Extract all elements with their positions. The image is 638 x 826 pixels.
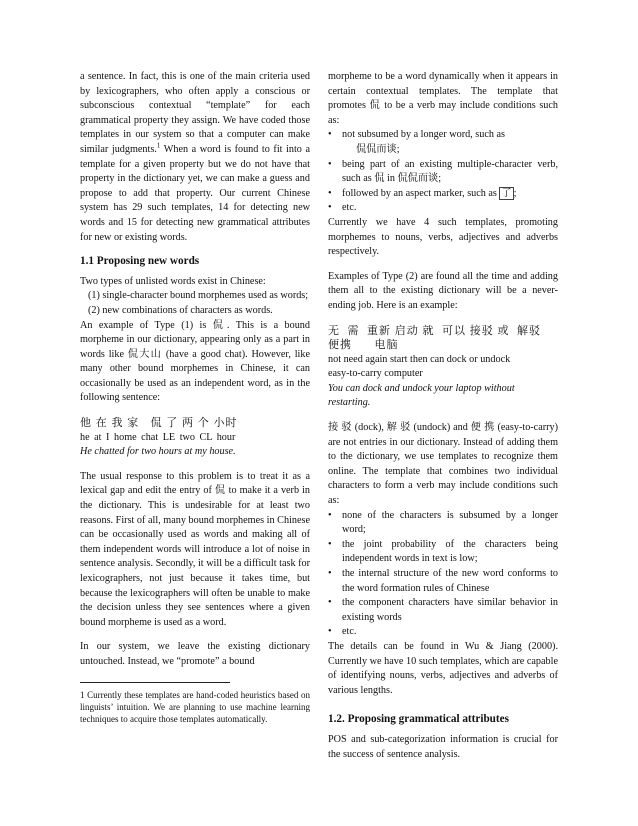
- text: none of the characters is subsumed by a longer word;: [342, 509, 558, 536]
- example-translation: You can dock and undock your laptop without restarting.: [328, 382, 515, 409]
- left-column: [80, 70, 310, 726]
- right-column: [328, 70, 558, 762]
- list-item: (1) single-character bound morphemes used as words;: [88, 290, 309, 302]
- paragraph: 接 驳 (dock), 解 驳 (undock) and 便 携 (easy-to-carry) are not entries in our dictionary. Instead of adding them to the dictionary, we use templates to recognize them online. The template that combines two individual characters to form a verb may include conditions such as:: [328, 422, 558, 507]
- text: followed by an aspect marker, such as: [342, 187, 500, 199]
- paragraph: [80, 70, 310, 245]
- paragraph: Examples of Type (2) are found all the time and adding them all to the existing dictionary will be a never-ending job. Here is an example:: [328, 270, 558, 311]
- list-item: [328, 567, 558, 596]
- example-chinese: 无 需 重新 启动 就 可以 接驳 或 解驳 便携 电脑: [328, 324, 553, 352]
- example-translation: He chatted for two hours at my house.: [80, 446, 236, 458]
- paragraph: In our system, we leave the existing dictionary untouched. Instead, we “promote” a bound: [80, 641, 310, 667]
- numbered-list: [80, 289, 310, 318]
- bullet-icon: •: [328, 597, 332, 609]
- paragraph: An example of Type (1) is 侃. This is a bound morpheme in our dictionary, appearing only as a part in words like 侃大山 (have a good chat). However, like many other bound morphemes in Chinese, it can occasionally be used as an independent word, as in the following sentence:: [80, 319, 310, 404]
- footnote: 1 Currently these templates are hand-coded heuristics based on linguists’ intuition. We are planning to use machine learning techniques to acquire those templates automatically.: [80, 689, 310, 725]
- bullet-icon: •: [328, 509, 332, 521]
- example-gloss: not need again start then can dock or undock: [328, 353, 511, 365]
- footnote-marker: 1: [156, 141, 161, 150]
- section-heading: 1.2. Proposing grammatical attributes: [328, 713, 509, 726]
- text: the component characters have similar behavior in existing words: [342, 597, 558, 623]
- list-item: (2) new combinations of characters as words.: [88, 304, 273, 316]
- list-item: [328, 596, 558, 625]
- bullet-icon: •: [328, 626, 332, 638]
- text: the joint probability of the characters being independent words in text is low;: [342, 538, 558, 565]
- text: being part of an existing multiple-character verb, such as 侃 in 侃侃而谈;: [342, 158, 558, 185]
- bullet-icon: •: [328, 187, 332, 199]
- text: not subsumed by a longer word, such as: [342, 129, 505, 141]
- section-heading: 1.1 Proposing new words: [80, 255, 200, 268]
- footnote-rule: [80, 682, 230, 683]
- text: etc.: [342, 202, 357, 214]
- paragraph: The usual response to this problem is to treat it as a lexical gap and edit the entry of 侃 to make it a verb in the dictionary. This is undesirable for at least two reasons. First of all, many bound morphemes in Chinese can be occasionally used as words and making all of them independent words will introduce a lot of noise in sentence analysis. Secondly, it will be a difficult task for lexicographers, not just because it takes time, but because the lexicographers will often be unable to make the decision unless they see sentences where a given bound morpheme is used as a word.: [80, 470, 310, 628]
- bullet-icon: •: [328, 202, 332, 214]
- text: ;: [513, 187, 517, 199]
- text: When a word is found to fit into a template for a given property but we do not have that property in the dictionary yet, we can make a guess and propose to add that property. Our current Chinese system has 29 such templates, 14 for detecting new words and 15 for detecting new grammatical attributes for new or existing words.: [80, 143, 310, 243]
- list-item: [328, 128, 558, 157]
- paragraph: Two types of unlisted words exist in Chinese:: [80, 275, 266, 287]
- text: 侃侃而谈;: [356, 143, 400, 155]
- list-item: [328, 158, 558, 187]
- bullet-icon: •: [328, 158, 332, 170]
- bullet-icon: •: [328, 129, 332, 141]
- list-item: [328, 625, 558, 640]
- text: the internal structure of the new word conforms to the word formation rules of Chinese: [342, 568, 558, 594]
- bullet-icon: •: [328, 568, 332, 579]
- text: etc.: [342, 626, 357, 638]
- paragraph: morpheme to be a word dynamically when it appears in certain contextual templates. The template that promotes 侃 to be a verb may include conditions such as:: [328, 71, 558, 126]
- example-chinese: 他 在 我 家 侃 了 两 个 小时: [80, 417, 238, 430]
- example-gloss: easy-to-carry computer: [328, 368, 423, 380]
- boxed-character: 了: [501, 187, 512, 199]
- text: a sentence. In fact, this is one of the main criteria used by lexicographers, who often apply a conscious or subconscious contextual “template” for each grammatical property they assign. We have coded those templates in our system so that a computer can make similar judgments.: [80, 71, 310, 155]
- example-gloss: he at I home chat LE two CL hour: [80, 431, 236, 443]
- bullet-icon: •: [328, 538, 332, 550]
- list-item: [328, 509, 558, 538]
- list-item: [328, 201, 558, 216]
- list-item: [328, 538, 558, 567]
- paragraph: Currently we have 4 such templates, promoting morphemes to nouns, verbs, adjectives and adverbs respectively.: [328, 216, 558, 258]
- paragraph: The details can be found in Wu & Jiang (2000). Currently we have 10 such templates, which are capable of identifying nouns, verbs, adjectives and adverbs of various lengths.: [328, 640, 558, 696]
- bullet-list: [328, 128, 558, 216]
- list-item: [328, 187, 558, 202]
- bullet-list: [328, 509, 558, 640]
- paragraph: POS and sub-categorization information is crucial for the success of sentence analysis.: [328, 733, 558, 760]
